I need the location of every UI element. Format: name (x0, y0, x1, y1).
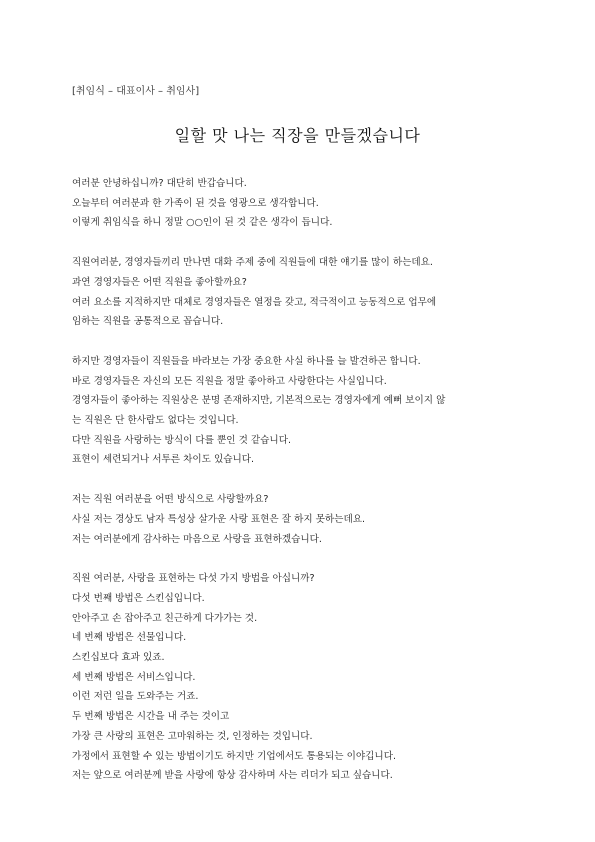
document-category-tag: [취임식 – 대표이사 – 취임사] (72, 86, 200, 97)
paragraph-line: 두 번째 방법은 시간을 내 주는 것이고 (72, 711, 230, 723)
paragraph-line: 스킨십보다 효과 있죠. (72, 652, 165, 664)
paragraph-line: 직원 여러분, 사랑을 표현하는 다섯 가지 방법을 아십니까? (72, 573, 315, 585)
paragraph (72, 490, 527, 549)
paragraph-line: 과연 경영자들은 어떤 직원을 좋아할까요? (72, 276, 247, 288)
paragraph-line: 네 번째 방법은 선물입니다. (72, 632, 187, 644)
speech-body (72, 174, 527, 806)
paragraph-line: 바로 경영자들은 자신의 모든 직원을 정말 좋아하고 사랑한다는 사실입니다. (72, 375, 387, 387)
paragraph-line: 가장 큰 사랑의 표현은 고마워하는 것, 인정하는 것입니다. (72, 730, 313, 742)
paragraph-line: 저는 여러분에게 감사하는 마음으로 사랑을 표현하겠습니다. (72, 533, 322, 545)
paragraph-line: 는 직원은 단 한사람도 없다는 것입니다. (72, 415, 239, 427)
paragraph (72, 569, 527, 786)
paragraph-line: 다만 직원을 사랑하는 방식이 다를 뿐인 것 같습니다. (72, 434, 292, 446)
document-title: 일할 맛 나는 직장을 만들겠습니다 (174, 126, 421, 145)
paragraph-line: 하지만 경영자들이 직원들을 바라보는 가장 중요한 사실 하나를 늘 발견하곤 합니다. (72, 355, 421, 367)
paragraph-line: 이런 저런 일을 도와주는 거죠. (72, 691, 199, 703)
paragraph-line: 직원여러분, 경영자들끼리 만나면 대화 주제 중에 직원들에 대한 얘기를 많이 하는데요. (72, 257, 433, 269)
paragraph-line: 저는 직원 여러분을 어떤 방식으로 사랑할까요? (72, 494, 269, 506)
paragraph-line: 경영자들이 좋아하는 직원상은 분명 존재하지만, 기본적으로는 경영자에게 예뻐 보이지 않 (72, 395, 446, 407)
paragraph (72, 253, 527, 332)
paragraph-line: 임하는 직원을 공통적으로 꼽습니다. (72, 316, 224, 328)
paragraph-line: 다섯 번째 방법은 스킨십입니다. (72, 592, 205, 604)
paragraph-line: 안아주고 손 잡아주고 친근하게 다가가는 것. (72, 612, 258, 624)
paragraph-line: 오늘부터 여러분과 한 가족이 된 것을 영광으로 생각합니다. (72, 197, 319, 209)
paragraph-line: 사실 저는 경상도 남자 특성상 살가운 사랑 표현은 잘 하지 못하는데요. (72, 513, 366, 525)
paragraph-line: 저는 앞으로 여러분께 받을 사랑에 항상 감사하며 사는 리더가 되고 싶습니다. (72, 770, 393, 782)
paragraph-line: 여러분 안녕하십니까? 대단히 반갑습니다. (72, 178, 247, 189)
paragraph-line: 가정에서 표현할 수 있는 방법이기도 하지만 기업에서도 통용되는 이야깁니다. (72, 750, 397, 762)
paragraph (72, 352, 527, 470)
paragraph (72, 174, 527, 233)
paragraph-line: 이렇게 취임식을 하니 정말 ○○인이 된 것 같은 생각이 듭니다. (72, 217, 333, 229)
paragraph-line: 표현이 세련되거나 서투른 차이도 있습니다. (72, 454, 255, 466)
paragraph-line: 여러 요소를 지적하지만 대체로 경영자들은 열정을 갖고, 적극적이고 능동적으로 업무에 (72, 296, 437, 308)
paragraph-line: 세 번째 방법은 서비스입니다. (72, 671, 196, 683)
